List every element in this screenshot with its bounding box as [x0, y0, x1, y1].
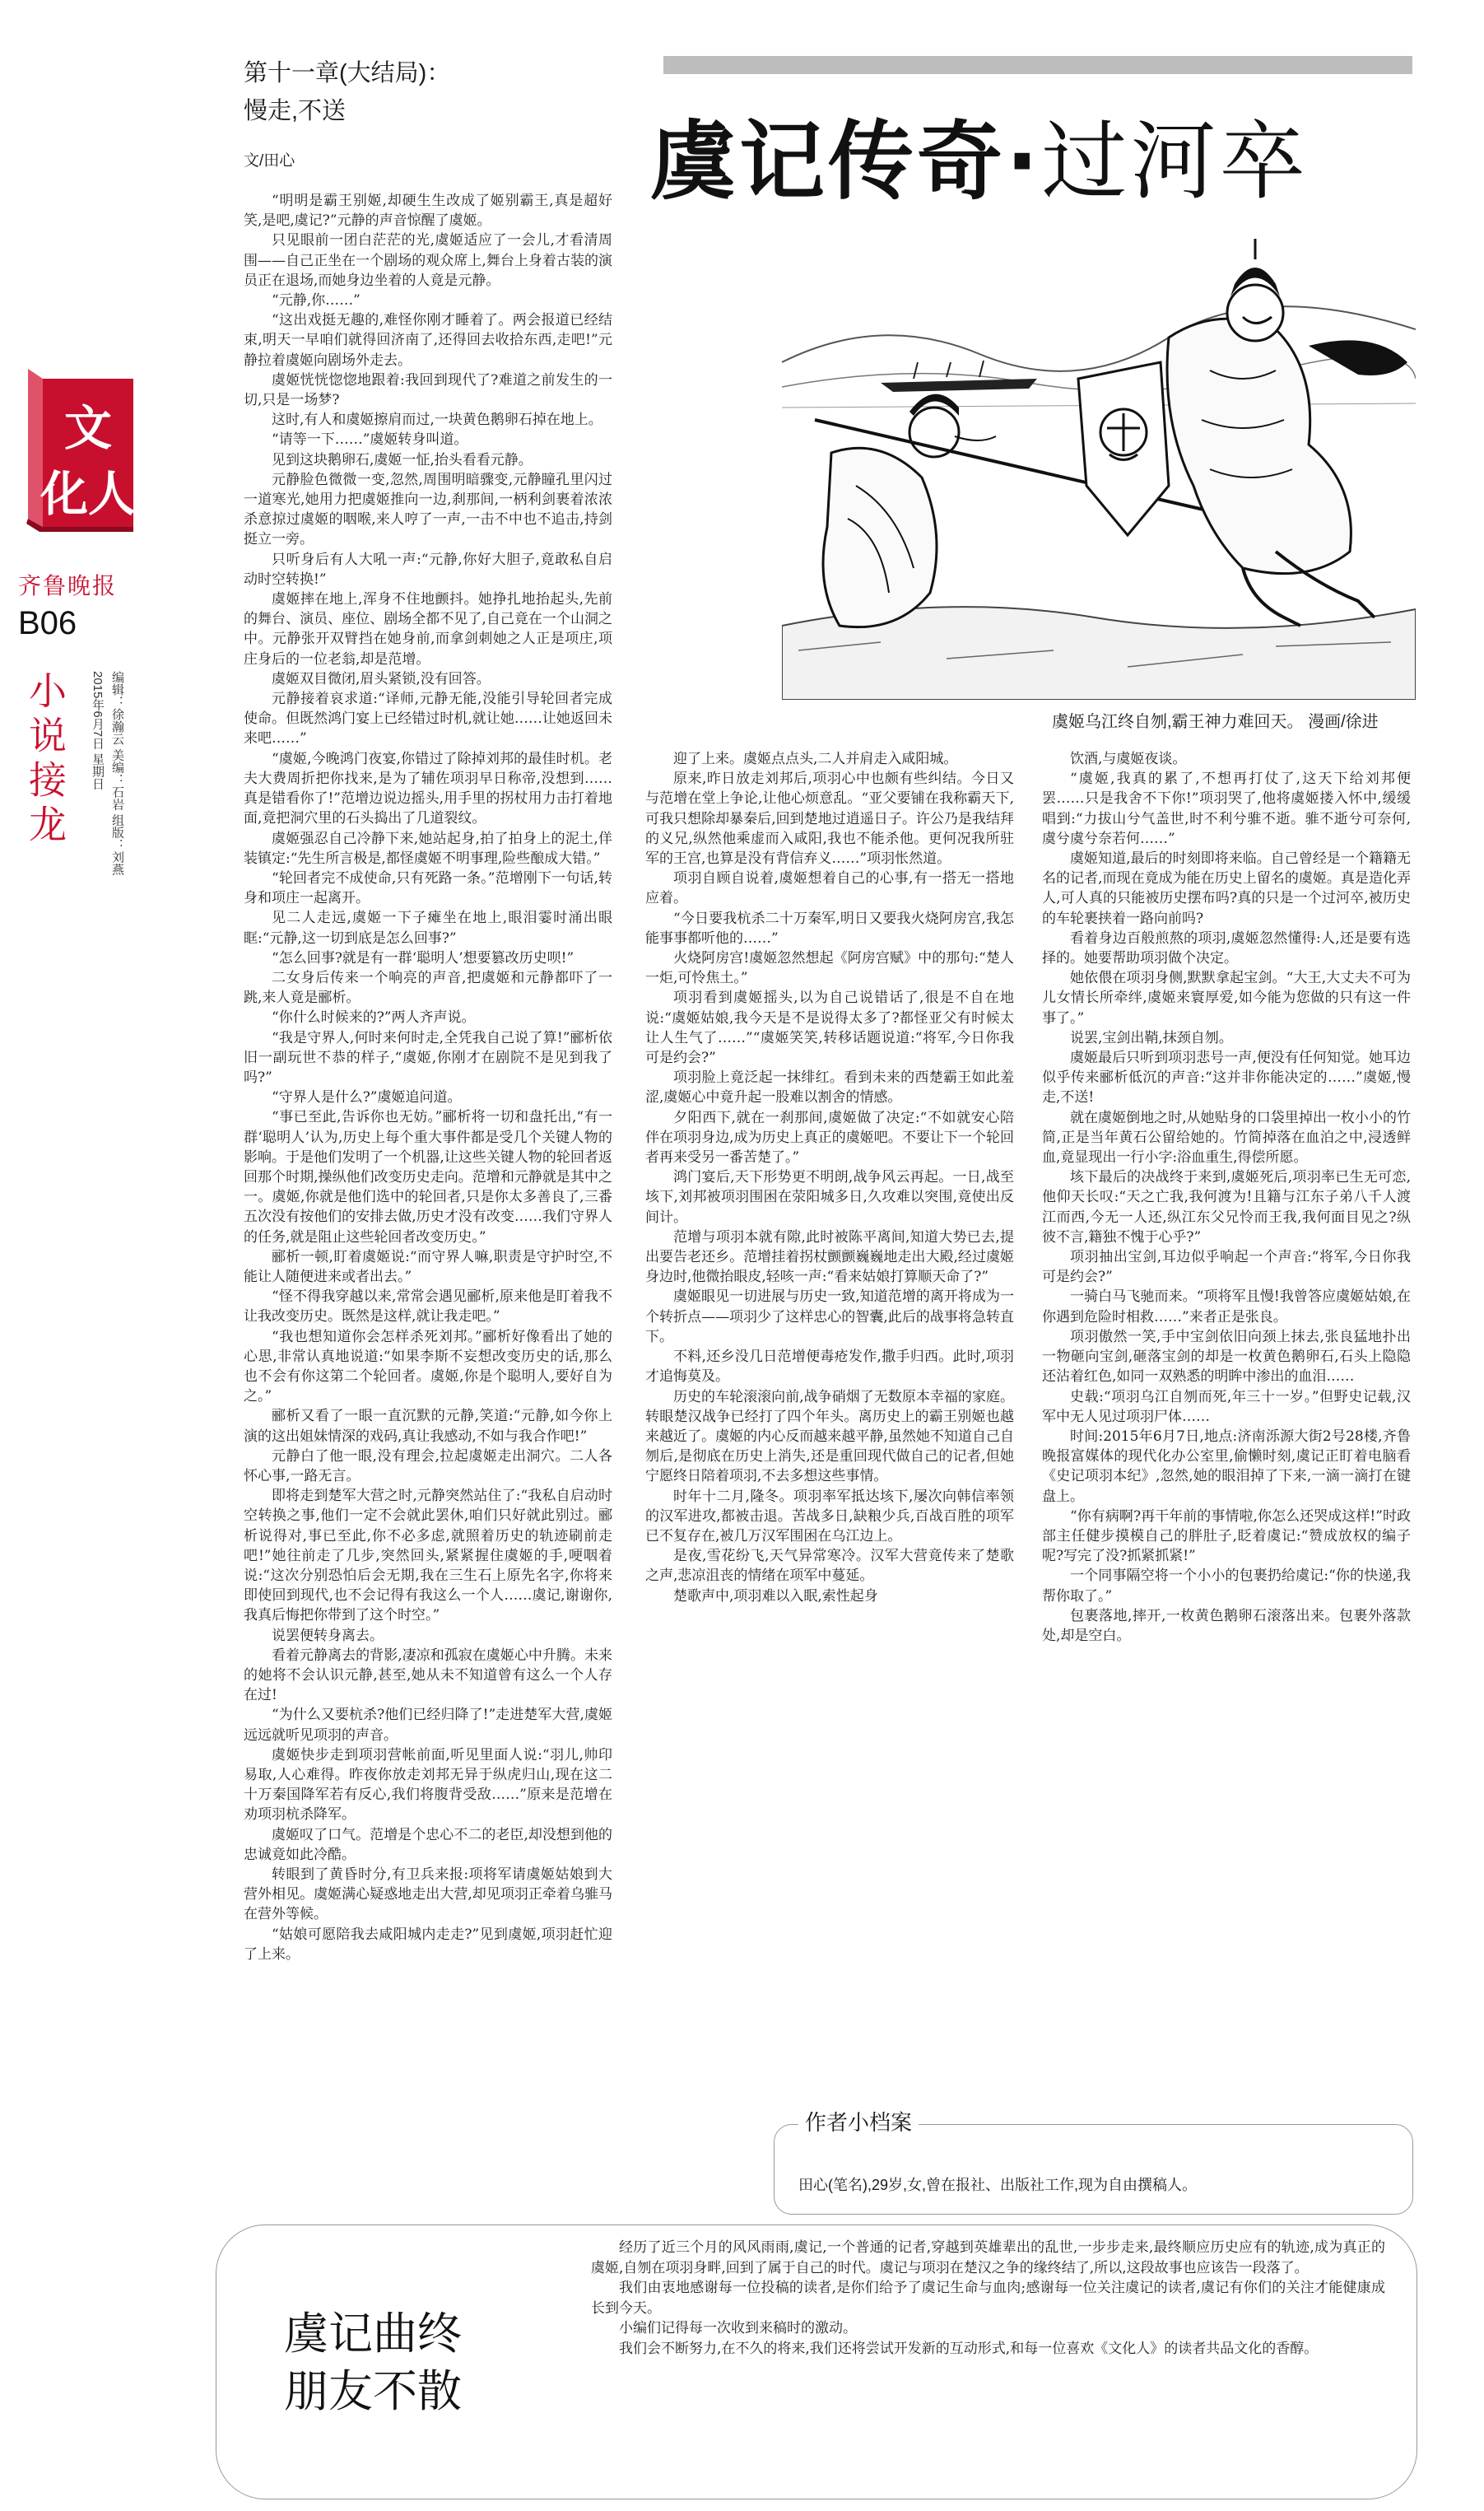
- paragraph: “轮回者完不成使命,只有死路一条。”范增刚下一句话,转身和项庄一起离开。: [244, 869, 612, 907]
- paragraph: 虞姬叹了口气。范增是个忠心不二的老臣,却没想到他的忠诚竟如此冷酷。: [244, 1826, 612, 1863]
- paragraph: “请等一下……”虞姬转身叫道。: [272, 431, 468, 449]
- headline-sub: 过河卒: [1041, 111, 1309, 212]
- paragraph: 垓下最后的决战终于来到,虞姬死后,项羽率已生无可恋,他仰天长叹:“天之亡我,我何渡为!且籍与江东子弟八千人渡江而西,今无一人还,纵江东父兄怜而王我,我何面目见之?纵彼不言,籍独不愧于心乎?”: [1042, 1169, 1411, 1246]
- paragraph: “怎么回事?就是有一群‘聪明人’想要篡改历史呗!”: [272, 949, 575, 967]
- paragraph: “今日要我杭杀二十万秦军,明日又要我火烧阿房宫,我怎能事事都听他的……”: [645, 910, 1014, 947]
- paragraph: “事已至此,告诉你也无妨。”郦析将一切和盘托出,“有一群‘聪明人’认为,历史上每个重大事件都是受几个关键人物的影响。于是他们发明了一个机器,让这些关键人物的轮回者返回那个时期,操纵他们改变历史走向。范增和元静就是其中之一。虞姬,你就是他们选中的轮回者,只是你太多善良了,三番五次没有按他们的安排去做,历史才没有改变……我们守界人的任务,就是阻止这些轮回者改变历史。”: [244, 1109, 612, 1246]
- paragraph: 史载:“项羽乌江自刎而死,年三十一岁。”但野史记载,汉军中无人见过项羽尸体……: [1042, 1388, 1411, 1425]
- paragraph: 小编们记得每一次收到来稿时的激动。: [619, 2320, 857, 2336]
- paragraph: 见二人走远,虞姬一下子瘫坐在地上,眼泪霎时涌出眼眶:“元静,这一切到底是怎么回事?”: [244, 910, 612, 947]
- chapter-line-2: 慢走,不送: [244, 98, 347, 124]
- paragraph: 郦析又看了一眼一直沉默的元静,笑道:“元静,如今你上演的这出姐妹情深的戏码,真让我感动,不如与我合作吧!”: [244, 1408, 612, 1445]
- chapter-line-1: 第十一章(大结局)：: [244, 60, 451, 86]
- paragraph: “我是守界人,何时来何时走,全凭我自己说了算!”郦析依旧一副玩世不恭的样子,“虞姬,你刚才在剧院不是见到我了吗?”: [244, 1029, 612, 1086]
- section-title: 小说接龙: [24, 671, 67, 849]
- article-column-3: [1042, 749, 1411, 2083]
- author-profile-title: 作者小档案: [798, 2106, 919, 2136]
- paragraph: 虞姬恍恍惚惚地跟着:我回到现代了?难道之前发生的一切,只是一场梦?: [244, 371, 612, 409]
- paragraph: 经历了近三个月的风风雨雨,虞记,一个普通的记者,穿越到英雄辈出的乱世,一步步走来,最终顺应历史应有的轨迹,成为真正的虞姬,自刎在项羽身畔,回到了属于自己的时代。虞记与项羽在楚汉之争的缘终结了,所以,这段故事也应该告一段落了。: [591, 2239, 1385, 2276]
- paragraph: 火烧阿房宫!虞姬忽然想起《阿房宫赋》中的那句:“楚人一炬,可怜焦土。”: [645, 950, 1014, 987]
- article-column-2: [645, 749, 1014, 2157]
- paragraph: 是夜,雪花纷飞,天气异常寒冷。汉军大营竟传来了楚歌之声,悲凉沮丧的情绪在项军中蔓延。: [645, 1548, 1014, 1585]
- paragraph: 她依偎在项羽身侧,默默拿起宝剑。“大王,大丈夫不可为儿女情长所牵绊,虞姬来寰厚爱,如今能为您做的只有这一件事了。”: [1042, 970, 1411, 1027]
- article-column-1: [244, 191, 612, 2210]
- paragraph: 我们会不断努力,在不久的将来,我们还将尝试开发新的互动形式,和每一位喜欢《文化人》的读者共品文化的香醇。: [619, 2340, 1319, 2357]
- paragraph: 虞姬强忍自己冷静下来,她站起身,拍了拍身上的泥土,佯装镇定:“先生所言极是,都怪虞姬不明事理,险些酿成大错。”: [244, 830, 612, 867]
- paragraph: 项羽看到虞姬摇头,以为自己说错话了,很是不自在地说:“虞姬姑娘,我今天是不是说得太多了?都怪亚父有时候太让人生气了……”“虞姬笑笑,转移话题说道:“将军,今日你我可是约会?”: [645, 990, 1014, 1067]
- paragraph: 看着身边百般煎熬的项羽,虞姬忽然懂得:人,还是要有选择的。她要帮助项羽做个决定。: [1042, 929, 1411, 967]
- paragraph: “守界人是什么?”虞姬追问道。: [272, 1089, 462, 1106]
- headline-dot: ·: [1006, 111, 1042, 212]
- paragraph: 这时,有人和虞姬擦肩而过,一块黄色鹅卵石掉在地上。: [272, 412, 602, 429]
- paragraph: “这出戏挺无趣的,难怪你刚才睡着了。两会报道已经结束,明天一早咱们就得回济南了,还得回去收拾东西,走吧!”元静拉着虞姬向剧场外走去。: [244, 312, 612, 369]
- paragraph: 虞姬摔在地上,浑身不住地颤抖。她挣扎地抬起头,先前的舞台、演员、座位、剧场全都不见了,自己竟在一个山洞之中。元静张开双臂挡在她身前,而拿剑刺她之人正是项庄,项庄身后的一位老翁,却是范增。: [244, 591, 612, 668]
- paragraph: 一个同事隔空将一个小小的包裹扔给虞记:“你的快递,我帮你取了。”: [1042, 1568, 1411, 1605]
- paragraph: 一骑白马飞驰而来。“项将军且慢!我曾答应虞姬姑娘,在你遇到危险时相救……”来者正是张良。: [1042, 1288, 1411, 1325]
- section-logo-text-2: 化人: [40, 466, 137, 522]
- section-logo: [18, 362, 142, 552]
- paragraph: “我也想知道你会怎样杀死刘邦。”郦析好像看出了她的心思,非常认真地说道:“如果李斯不妄想改变历史的话,那么也不会有你这第二个轮回者。虞姬,你是个聪明人,要好自为之。”: [244, 1328, 612, 1405]
- paragraph: “元静,你……”: [272, 292, 361, 310]
- paragraph: 包裹落地,摔开,一枚黄色鹅卵石滚落出来。包裹外落款处,却是空白。: [1042, 1607, 1411, 1644]
- headline-main: 虞记传奇: [650, 111, 1007, 212]
- byline: 文/田心: [244, 152, 295, 170]
- battle-illustration: [782, 239, 1416, 700]
- paragraph: 项羽自顾自说着,虞姬想着自己的心事,有一搭无一搭地应着。: [645, 870, 1014, 907]
- editors-credit: 编辑：徐瀚云 美编：石岩 组版：刘燕: [110, 671, 124, 876]
- paragraph: 项羽傲然一笑,手中宝剑依旧向颈上抹去,张良猛地扑出一物砸向宝剑,砸落宝剑的却是一枚黄色鹅卵石,石头上隐隐还沾着红色,如同一双熟悉的明眸中渗出的血泪……: [1042, 1328, 1411, 1386]
- paragraph: 说罢便转身离去。: [272, 1627, 384, 1644]
- paragraph: 夕阳西下,就在一刹那间,虞姬做了决定:“不如就安心陪伴在项羽身边,成为历史上真正的虞姬吧。不要让下一个轮回者再来受另一番苦楚了。”: [645, 1109, 1014, 1167]
- page-number: B06: [18, 605, 77, 641]
- paragraph: 见到这块鹅卵石,虞姬一怔,抬头看看元静。: [272, 451, 533, 468]
- paragraph: 说罢,宝剑出鞘,抹颈自刎。: [1070, 1029, 1233, 1046]
- section-logo-text-1: 文: [63, 400, 113, 456]
- paragraph: “为什么又要杭杀?他们已经归降了!”走进楚军大营,虞姬远远就听见项羽的声音。: [244, 1707, 612, 1744]
- paragraph: 范增与项羽本就有隙,此时被陈平离间,知道大势已去,提出要告老还乡。范增挂着拐杖颤颤巍巍地走出大殿,经过虞姬身边时,他微抬眼皮,轻咳一声:“看来姑娘打算顺天命了?”: [645, 1228, 1014, 1286]
- paragraph: 时间:2015年6月7日,地点:济南泺源大街2号28楼,齐鲁晚报富媒体的现代化办公室里,偷懒时刻,虞记正盯着电脑看《史记项羽本纪》,忽然,她的眼泪掉了下来,一滴一滴打在键盘上。: [1042, 1428, 1411, 1505]
- paragraph: 虞姬快步走到项羽营帐前面,听见里面人说:“羽儿,帅印易取,人心难得。昨夜你放走刘邦无异于纵虎归山,现在这二十万秦国降军若有反心,我们将腹背受敌……”原来是范增在劝项羽杭杀降军。: [244, 1746, 612, 1824]
- paragraph: 我们由衷地感谢每一位投稿的读者,是你们给予了虞记生命与血肉;感谢每一位关注虞记的读者,虞记有你们的关注才能健康成长到今天。: [591, 2280, 1385, 2317]
- paragraph: 即将走到楚军大营之时,元静突然站住了:“我私自启动时空转换之事,他们一定不会就此罢休,咱们只好就此别过。郦析说得对,事已至此,你不必多虑,就照着历史的轨迹刷前走吧!”她往前走了几步,突然回头,紧紧握住虞姬的手,哽咽着说:“这次分别恐怕后会无期,我在三生石上原先名字,你将来即使回到现代,也不会记得有我这么一个人……虞记,谢谢你,我真后悔把你带到了这个时空。”: [244, 1488, 612, 1624]
- closing-text: [591, 2238, 1385, 2359]
- paragraph: “怪不得我穿越以来,常常会遇见郦析,原来他是盯着我不让我改变历史。既然是这样,就让我走吧。”: [244, 1288, 612, 1325]
- paragraph: 转眼到了黄昏时分,有卫兵来报:项将军请虞姬姑娘到大营外相见。虞姬满心疑惑地走出大营,却见项羽正牵着乌骓马在营外等候。: [244, 1866, 612, 1923]
- author-profile-text: 田心(笔名),29岁,女,曾在报社、出版社工作,现为自由撰稿人。: [798, 2177, 1198, 2193]
- paragraph: 看着元静离去的背影,凄凉和孤寂在虞姬心中升腾。未来的她将不会认识元静,甚至,她从未不知道曾有这么一个人存在过!: [244, 1647, 612, 1704]
- paragraph: 项羽抽出宝剑,耳边似乎响起一个声音:“将军,今日你我可是约会?”: [1042, 1249, 1411, 1286]
- paragraph: 元静脸色微微一变,忽然,周围明暗骤变,元静瞳孔里闪过一道寒光,她用力把虞姬推向一边,刹那间,一柄利剑裹着浓浓杀意掠过虞姬的咽喉,来人哼了一声,一击不中也不追击,持剑挺立一旁。: [244, 471, 612, 548]
- paragraph: 不料,还乡没几日范增便毒疮发作,撒手归西。此时,项羽才追悔莫及。: [645, 1349, 1014, 1386]
- chapter-title: [244, 54, 450, 130]
- paragraph: 虞姬最后只听到项羽悲号一声,便没有任何知觉。她耳边似乎传来郦析低沉的声音:“这并非你能决定的……”虞姬,慢走,不送!: [1042, 1050, 1411, 1106]
- paragraph: 历史的车轮滚滚向前,战争硝烟了无数原本幸福的家庭。转眼楚汉战争已经打了四个年头。离历史上的霸王别姬也越来越近了。虞姬的内心反而越来越平静,虽然她不知道自己自刎后,是彻底在历史上消失,还是重回现代做自己的记者,但她宁愿终日陪着项羽,不去多想这些事情。: [645, 1388, 1014, 1485]
- illustration-caption: 虞姬乌江终自刎,霸王神力难回天。 漫画/徐进: [1052, 713, 1379, 731]
- paragraph: 元静白了他一眼,没有理会,拉起虞姬走出洞穴。二人各怀心事,一路无言。: [244, 1447, 612, 1484]
- newspaper-name: 齐鲁晚报: [18, 572, 118, 599]
- paragraph: “你什么时候来的?”两人齐声说。: [272, 1009, 476, 1027]
- paragraph: “明明是霸王别姬,却硬生生改成了姬别霸王,真是超好笑,是吧,虞记?”元静的声音惊醒了虞姬。: [244, 193, 612, 230]
- paragraph: 虞姬双目微闭,眉头紧锁,没有回答。: [272, 670, 491, 687]
- paragraph: “你有病啊?再干年前的事情啦,你怎么还哭成这样!”时政部主任健步摸模自己的胖肚子,眨着虞记:“赞成放权的编子呢?写完了没?抓紧抓紧!”: [1042, 1507, 1411, 1565]
- author-profile-box: [774, 2124, 1413, 2215]
- paragraph: 鸿门宴后,天下形势更不明朗,战争风云再起。一日,战至垓下,刘邦被项羽围困在荥阳城多日,久攻难以突围,竟使出反间计。: [645, 1169, 1014, 1226]
- paragraph: 迎了上来。虞姬点点头,二人并肩走入咸阳城。: [673, 751, 958, 767]
- closing-title-line-2: 朋友不散: [284, 2365, 462, 2417]
- paragraph: “虞姬,我真的累了,不想再打仗了,这天下给刘邦便罢……只是我舍不下你!”项羽哭了,他将虞姬搂入怀中,缓缓唱到:“力拔山兮气盖世,时不利兮骓不逝。骓不逝兮可奈何,虞兮虞兮奈若何……”: [1042, 771, 1411, 847]
- headline: [650, 92, 1440, 216]
- paragraph: 虞姬眼见一切进展与历史一致,知道范增的离开将成为一个转折点——项羽少了这样忠心的智囊,此后的战事将急转直下。: [645, 1288, 1014, 1345]
- paragraph: 二女身后传来一个响亮的声音,把虞姬和元静都吓了一跳,来人竟是郦析。: [244, 969, 612, 1007]
- paragraph: 饮酒,与虞姬夜谈。: [1070, 751, 1187, 767]
- paragraph: 元静接着哀求道:“译师,元静无能,没能引导轮回者完成使命。但既然鸿门宴上已经错过时机,就让她……让她返回未来吧……”: [244, 691, 612, 748]
- paragraph: 就在虞姬倒地之时,从她贴身的口袋里掉出一枚小小的竹简,正是当年黄石公留给她的。竹简掉落在血泊之中,浸透鲜血,竟显现出一行小字:浴血重生,得偿所愿。: [1042, 1109, 1411, 1167]
- closing-title-line-1: 虞记曲终: [284, 2308, 462, 2360]
- paragraph: “虞姬,今晚鸿门夜宴,你错过了除掉刘邦的最佳时机。老夫大费周折把你找来,是为了辅佐项羽早日称帝,没想到……真是错看你了!”范增边说边摇头,用手里的拐杖用力击打着地面,竟把洞穴里的石头捣出了几道裂纹。: [244, 750, 612, 827]
- paragraph: 项羽脸上竟泛起一抹绯红。看到未来的西楚霸王如此羞涩,虞姬心中竟升起一股难以割舍的情感。: [645, 1069, 1014, 1106]
- book-logo-icon: [18, 362, 142, 552]
- issue-date: 2015年6月7日 星期日: [91, 671, 105, 790]
- paragraph: 虞姬知道,最后的时刻即将来临。自己曾经是一个籍籍无名的记者,而现在竟成为能在历史上留名的虞姬。真是造化弄人,可人真的只能被历史摆布吗?真的只是一个过河卒,被历史的车轮裹挟着一路向前吗?: [1042, 850, 1411, 927]
- paragraph: 楚歌声中,项羽难以入眠,索性起身: [673, 1587, 878, 1605]
- paragraph: 原来,昨日放走刘邦后,项羽心中也颇有些纠结。今日又与范增在堂上争论,让他心烦意乱。“亚父要铺在我称霸天下,可我只想除却暴秦后,回到楚地过逍遥日子。许公乃是我结拜的义兄,纵然他乘虚而入咸阳,我也不能杀他。更何况我所驻军的王宫,也算是没有背信弃义……”项羽怅然道。: [645, 771, 1014, 868]
- paragraph: 只见眼前一团白茫茫的光,虞姬适应了一会儿,才看清周围——自己正坐在一个剧场的观众席上,舞台上身着古装的演员正在退场,而她身边坐着的人竟是元静。: [244, 232, 612, 289]
- closing-title: [284, 2305, 462, 2420]
- header-rule: [663, 56, 1412, 74]
- paragraph: “姑娘可愿陪我去咸阳城内走走?”见到虞姬,项羽赶忙迎了上来。: [244, 1926, 612, 1963]
- paragraph: 郦析一顿,盯着虞姬说:“而守界人嘛,职责是守护时空,不能让人随便进来或者出去。”: [244, 1248, 612, 1285]
- paragraph: 只听身后有人大吼一声:“元静,你好大胆子,竟敢私自启动时空转换!”: [244, 551, 612, 588]
- paragraph: 时年十二月,隆冬。项羽率军抵达垓下,屡次向韩信率领的汉军进攻,都被击退。苦战多日,缺粮少兵,百战百胜的项军已不复存在,被几万汉军围困在乌江边上。: [645, 1488, 1014, 1544]
- illustration: [782, 239, 1416, 700]
